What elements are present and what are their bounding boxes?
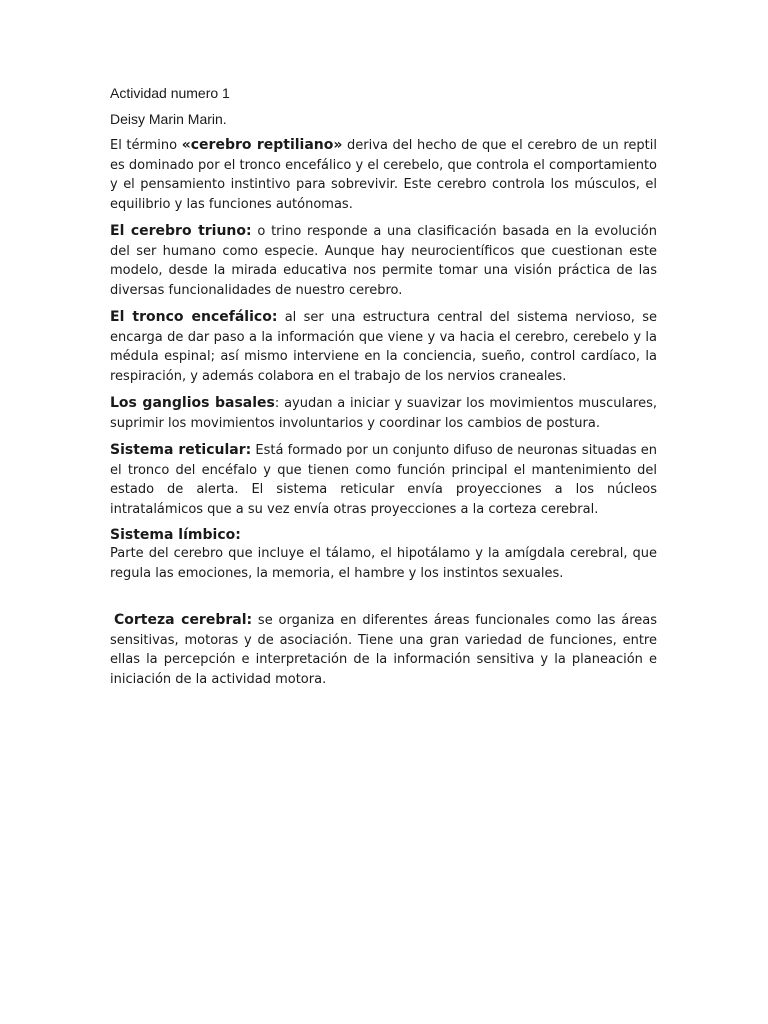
term-ganglios-basales: Los ganglios basales — [110, 395, 275, 411]
term-corteza-cerebral: Corteza cerebral: — [114, 612, 253, 628]
paragraph-cerebro-reptiliano — [110, 136, 657, 214]
heading-sistema-limbico: Sistema límbico: — [110, 527, 241, 543]
paragraph-text: se organiza en diferentes áreas funcionales como las áreas sensitivas, motoras y de asociación. Tiene una gran variedad de funciones, entre ellas la percepción e interpretación de la información sensitiva y la planeación e iniciación de la actividad motora. — [110, 613, 657, 687]
activity-title: Actividad numero 1 — [110, 85, 230, 101]
paragraph-text: : ayudan a iniciar y suavizar los movimientos musculares, suprimir los movimientos involuntarios y coordinar los cambios de postura. — [110, 396, 657, 431]
spacer — [110, 591, 657, 611]
term-cerebro-reptiliano: «cerebro reptiliano» — [181, 137, 343, 153]
paragraph-lead: El término — [110, 138, 182, 153]
paragraph-text: Está formado por un conjunto difuso de neuronas situadas en el tronco del encéfalo y que tienen como función principal el mantenimiento del estado de alerta. El sistema reticular envía proyecciones a los núcleos intratalámicos que a su vez envía otras proyecciones a la corteza cerebral. — [110, 443, 658, 517]
paragraph-sistema-reticular — [110, 441, 657, 519]
paragraph-text: deriva del hecho de que el cerebro de un reptil es dominado por el tronco encefálico y el cerebelo, que controla el comportamiento y el pensamiento instintivo para sobrevivir. Este cerebro controla los músculos, el equilibrio y las funciones autónomas. — [110, 138, 657, 212]
paragraph-text: al ser una estructura central del sistema nervioso, se encarga de dar paso a la información que viene y va hacia el cerebro, cerebelo y la médula espinal; así mismo interviene en la conciencia, sueño, control cardíaco, la respiración, y además colabora en el trabajo de los nervios craneales. — [110, 310, 657, 384]
term-sistema-reticular: Sistema reticular: — [110, 442, 252, 458]
paragraph-sistema-limbico: Parte del cerebro que incluye el tálamo, el hipotálamo y la amígdala cerebral, que regula las emociones, la memoria, el hambre y los instintos sexuales. — [110, 546, 657, 581]
term-cerebro-triuno: El cerebro triuno: — [110, 223, 252, 239]
paragraph-corteza-cerebral — [110, 611, 657, 689]
paragraph-text: o trino responde a una clasificación basada en la evolución del ser humano como especie. Aunque hay neurocientíficos que cuestionan este modelo, desde la mirada educativa nos permite tomar una visión práctica de las diversas funcionalidades de nuestro cerebro. — [110, 224, 657, 298]
paragraph-cerebro-triuno — [110, 222, 657, 300]
paragraph-tronco-encefalico — [110, 308, 657, 386]
paragraph-ganglios-basales — [110, 394, 657, 433]
author-name: Deisy Marin Marin. — [110, 111, 227, 127]
term-tronco-encefalico: El tronco encefálico: — [110, 309, 278, 325]
document-page — [110, 84, 657, 697]
